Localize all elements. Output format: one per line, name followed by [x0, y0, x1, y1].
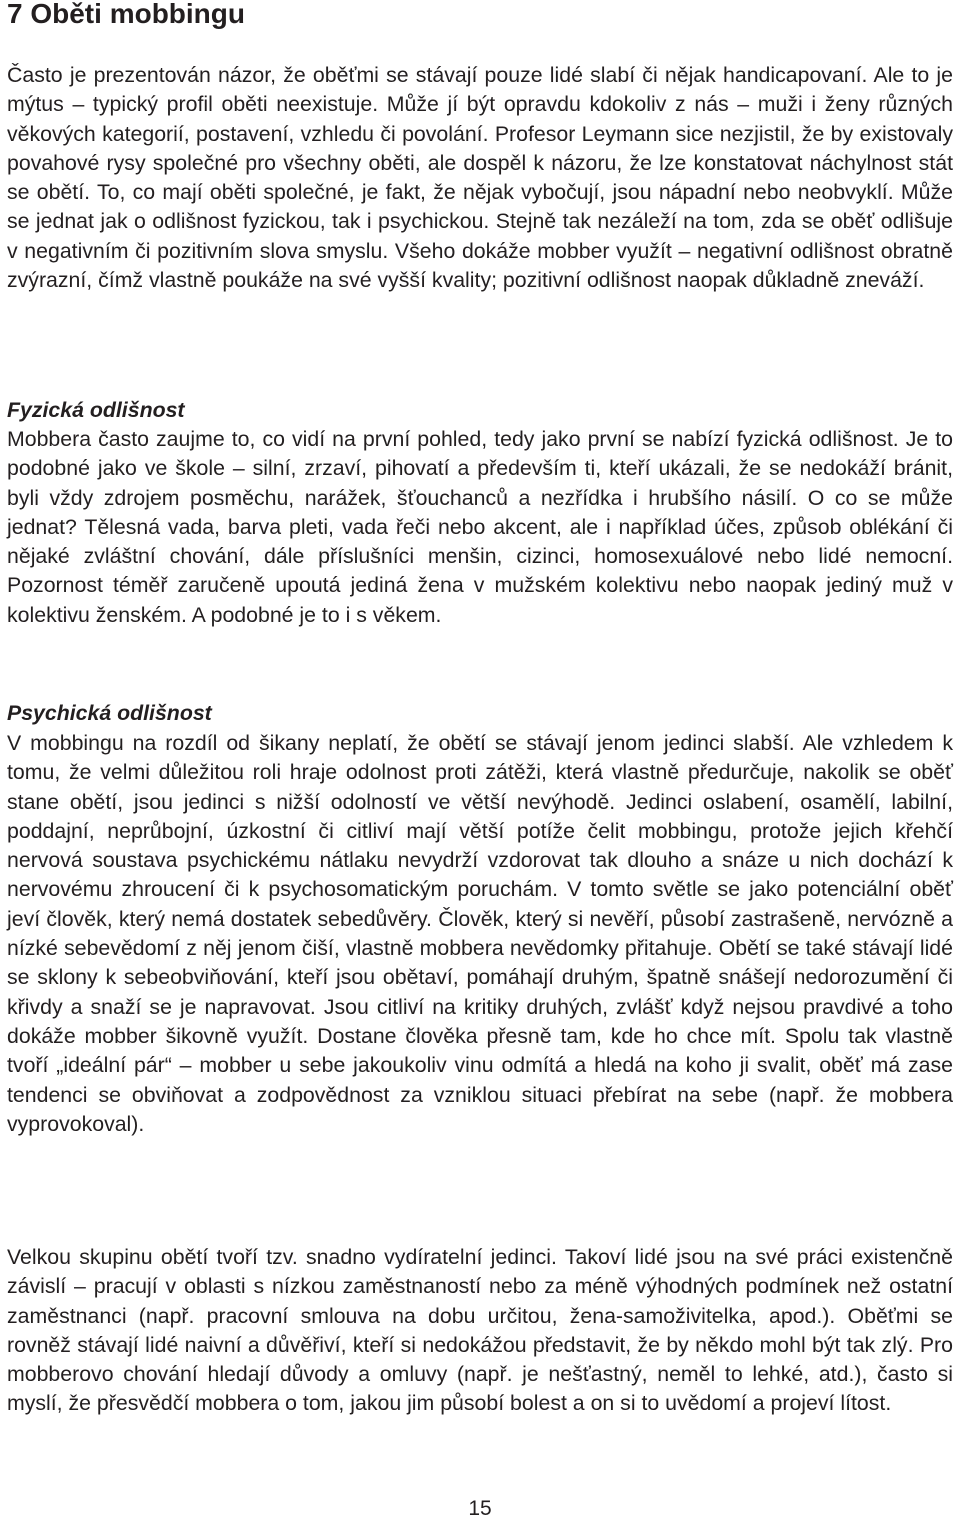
- page-number: 15: [468, 1497, 492, 1520]
- physical-heading: Fyzická odlišnost: [7, 398, 185, 422]
- psychic-paragraph: V mobbingu na rozdíl od šikany neplatí, že obětí se stávají jenom jedinci slabší. Ale vzhledem k tomu, že velmi důležitou roli hraje odolnost proti zátěži, která vlastně předurčuje, nakolik se oběť stane obětí, jsou jedinci s nižší odolností ve větší nevýhodě. Jedinci oslabení, osamělí, labilní, poddajní, neprůbojní, úzkostní či citliví mají větší potíže čelit mobbingu, protože jejich křehčí nervová soustava psychickému nátlaku nevydrží vzdorovat tak dlouho a snáze u nich dochází k nervovému zhroucení či k psychosomatickým poruchám. V tomto světle se jako potenciální oběť jeví člověk, který nemá dostatek sebedůvěry. Člověk, který si nevěří, působí zastrašeně, nervózně a nízké sebevědomí z něj jenom čiší, vlastně mobbera nevědomky přitahuje. Obětí se také stávají lidé se sklony k sebeobviňování, kteří jsou obětaví, pomáhají druhým, špatně snášejí nedorozumění či křivdy a snaží se je napravovat. Jsou citliví na kritiky druhých, zvlášť když nejsou pravdivé a toho dokáže mobber šikovně využít. Dostane člověka přesně tam, kde ho chce mít. Spolu tak vlastně tvoří „ideální pár“ – mobber u sebe jakoukoliv vinu odmítá a hledá na koho ji svalit, oběť má zase tendenci se obviňovat a zodpovědnost za vzniklou situaci přebírat na sebe (např. že mobbera vyprovokoval).: [7, 731, 953, 1136]
- intro-paragraph: Často je prezentován názor, že oběťmi se stávají pouze lidé slabí či nějak handicapovaní. Ale to je mýtus – typický profil oběti neexistuje. Může jí být opravdu kdokoliv z nás – muži i ženy různých věkových kategorií, postavení, vzhledu či povolání. Profesor Leymann sice nezjistil, že by existovaly povahové rysy společné pro všechny oběti, ale dospěl k názoru, že lze konstatovat náchylnost stát se obětí. To, co mají oběti společné, je fakt, že nějak vybočují, jsou nápadní nebo neobvyklí. Může se jednat jak o odlišnost fyzickou, tak i psychickou. Stejně tak nezáleží na tom, zda se oběť odlišuje v negativním či pozitivním slova smyslu. Všeho dokáže mobber využít – negativní odlišnost obratně zvýrazní, čímž vlastně poukáže na své vyšší kvality; pozitivní odlišnost naopak důkladně zneváží.: [7, 63, 953, 293]
- psychic-heading: Psychická odlišnost: [7, 701, 212, 725]
- physical-paragraph: Mobbera často zaujme to, co vidí na první pohled, tedy jako první se nabízí fyzická odlišnost. Je to podobné jako ve škole – silní, zrzaví, pihovatí a především ti, kteří ukázali, že se nedokáží bránit, byli vždy zdrojem posměchu, narážek, šťouchanců a nezřídka i hrubšího násilí. O co se může jednat? Tělesná vada, barva pleti, vada řeči nebo akcent, ale i například účes, způsob oblékání či nějaké zvláštní chování, dále příslušníci menšin, cizinci, homosexuálové nebo lidé nemocní. Pozornost téměř zaručeně upoutá jediná žena v mužském kolektivu nebo naopak jediný muž v kolektivu ženském. A podobné je to i s věkem.: [7, 427, 953, 627]
- chapter-title: 7 Oběti mobbingu: [7, 0, 245, 29]
- closing-paragraph: Velkou skupinu obětí tvoří tzv. snadno vydíratelní jedinci. Takoví lidé jsou na své práci existenčně závislí – pracují v oblasti s nízkou zaměstnaností nebo za méně výhodných podmínek než ostatní zaměstnanci (např. pracovní smlouva na dobu určitou, žena-samoživitelka, apod.). Oběťmi se rovněž stávají lidé naivní a důvěřiví, kteří si nedokážou představit, že by někdo mohl být tak zlý. Pro mobberovo chování hledají důvody a omluvy (např. je nešťastný, neměl to lehké, atd.), často si myslí, že přesvědčí mobbera o tom, jakou jim působí bolest a on si to uvědomí a projeví lítost.: [7, 1245, 953, 1416]
